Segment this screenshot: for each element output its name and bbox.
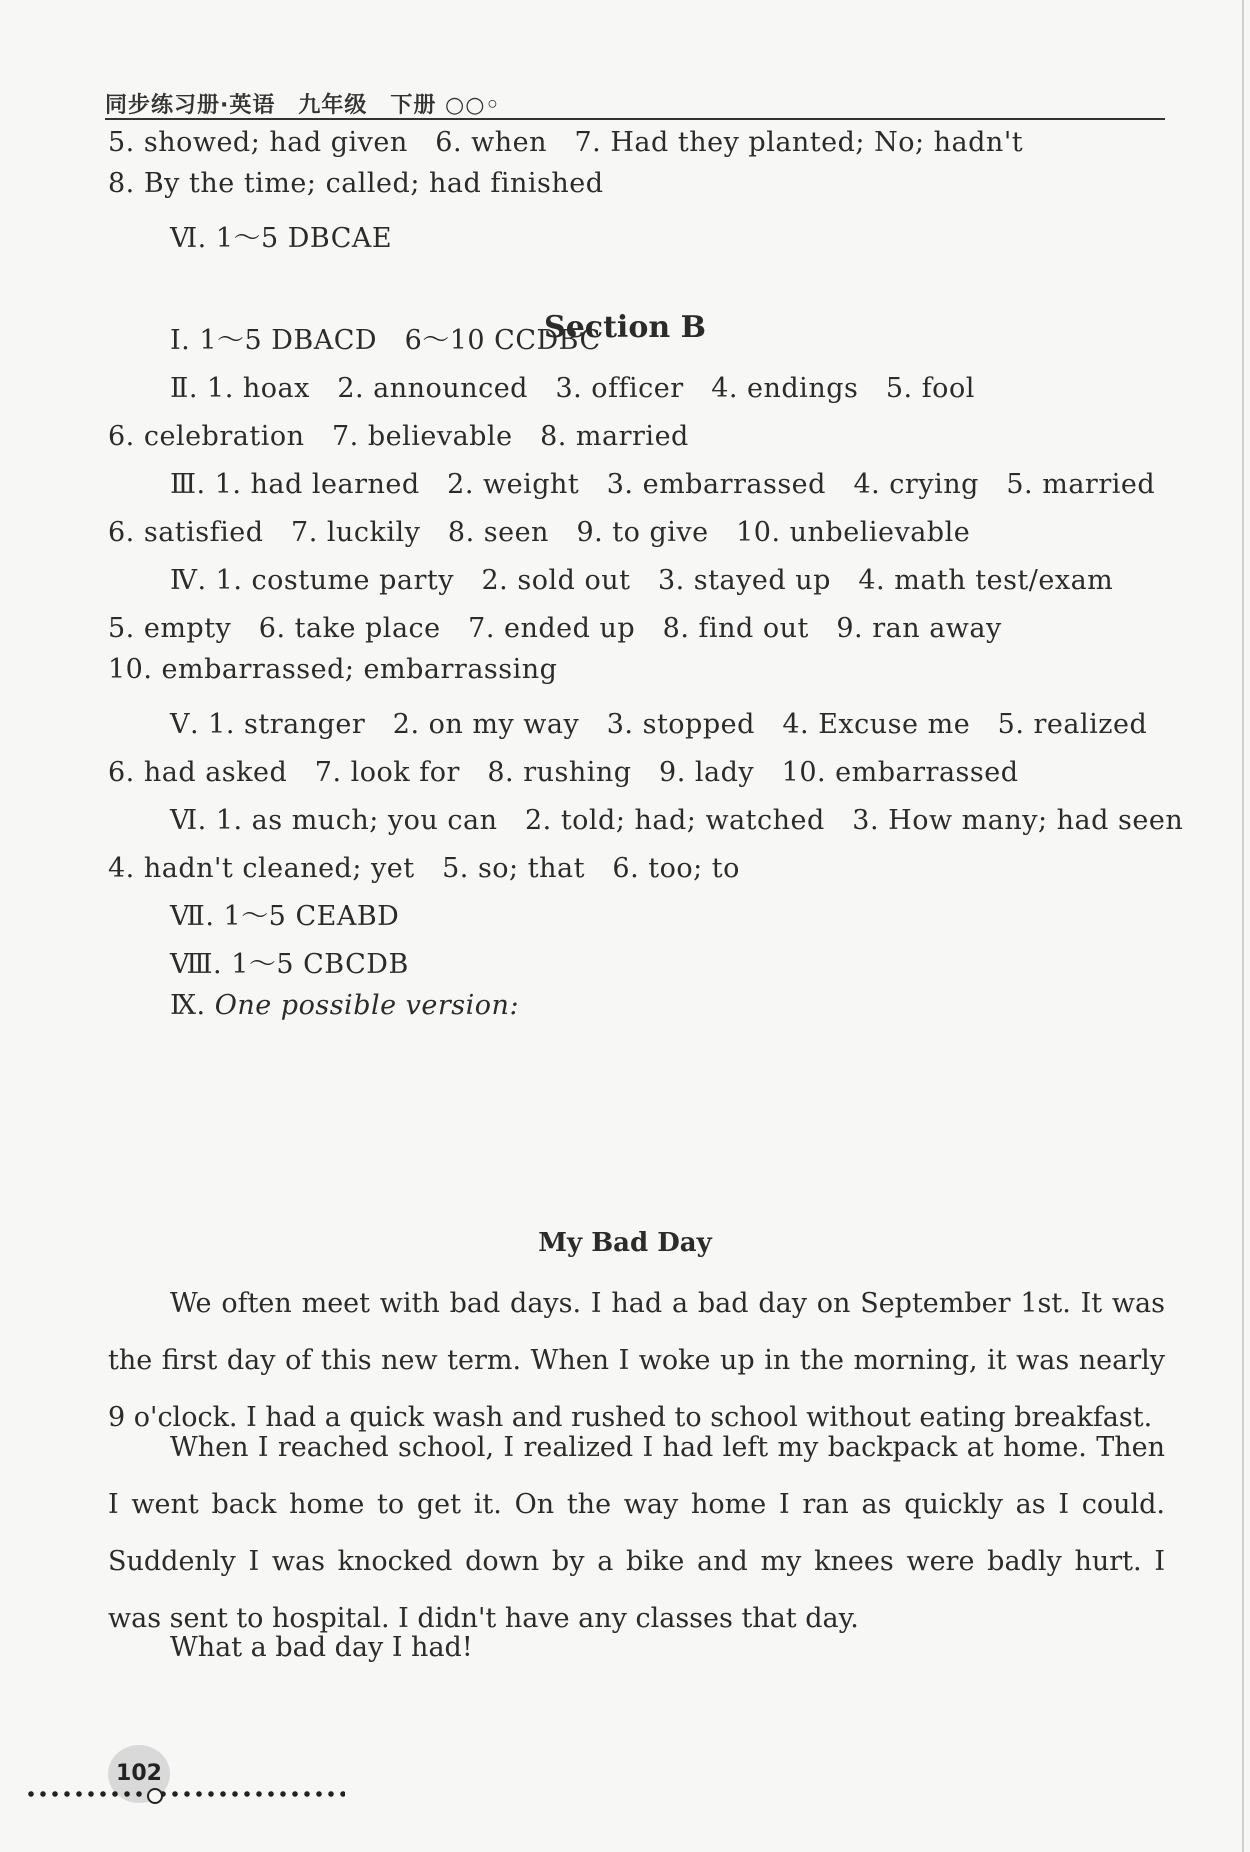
answer-line: Ⅳ. 1. costume party 2. sold out 3. stayed up 4. math test/exam	[170, 565, 1114, 596]
footer-circle-icon	[147, 1788, 163, 1804]
essay-paragraph: When I reached school, I realized I had left my backpack at home. Then I went back home to get it. On the way home I ran as quickly as I could. Suddenly I was knocked down by a bike and my knees were badly hurt. I was sent to hospital. I didn't have any classes that day.	[108, 1432, 1165, 1634]
footer-dotted-rule	[25, 1790, 345, 1798]
answer-line: 4. hadn't cleaned; yet 5. so; that 6. too; to	[108, 853, 740, 884]
answer-line: Ⅴ. 1. stranger 2. on my way 3. stopped 4. Excuse me 5. realized	[170, 709, 1148, 740]
answer-line: Ⅰ. 1～5 DBACD 6～10 CCDBC	[170, 325, 601, 356]
answer-line: 8. By the time; called; had finished	[108, 168, 604, 199]
essay-paragraph: What a bad day I had!	[170, 1632, 473, 1663]
answer-line: Ⅱ. 1. hoax 2. announced 3. officer 4. endings 5. fool	[170, 373, 975, 404]
essay-title: My Bad Day	[538, 1228, 712, 1258]
answer-line: Ⅷ. 1～5 CBCDB	[170, 949, 409, 980]
answer-line: Ⅲ. 1. had learned 2. weight 3. embarrassed 4. crying 5. married	[170, 469, 1156, 500]
running-header: 同步练习册·英语 九年级 下册 ○○◦	[105, 88, 1165, 120]
page-number: 102	[108, 1745, 170, 1803]
answer-line: 5. empty 6. take place 7. ended up 8. find out 9. ran away	[108, 613, 1002, 644]
ix-label: Ⅸ.	[170, 990, 215, 1021]
answer-line: Ⅵ. 1～5 DBCAE	[170, 223, 393, 254]
answer-line: Ⅶ. 1～5 CEABD	[170, 901, 400, 932]
section-title: Section B	[544, 310, 706, 345]
answer-line: 6. satisfied 7. luckily 8. seen 9. to give 10. unbelievable	[108, 517, 971, 548]
essay-paragraph: We often meet with bad days. I had a bad day on September 1st. It was the first day of this new term. When I woke up in the morning, it was nearly 9 o'clock. I had a quick wash and rushed to school without eating breakfast.	[108, 1288, 1165, 1433]
answer-line-ix	[170, 990, 519, 1021]
ix-intro: One possible version:	[214, 990, 520, 1021]
answer-line: Ⅵ. 1. as much; you can 2. told; had; watched 3. How many; had seen	[170, 805, 1184, 836]
answer-line: 6. had asked 7. look for 8. rushing 9. lady 10. embarrassed	[108, 757, 1019, 788]
answer-line: 5. showed; had given 6. when 7. Had they planted; No; hadn't	[108, 127, 1024, 158]
answer-line: 6. celebration 7. believable 8. married	[108, 421, 689, 452]
page-edge-divider	[1242, 0, 1244, 1852]
answer-line: 10. embarrassed; embarrassing	[108, 654, 558, 685]
